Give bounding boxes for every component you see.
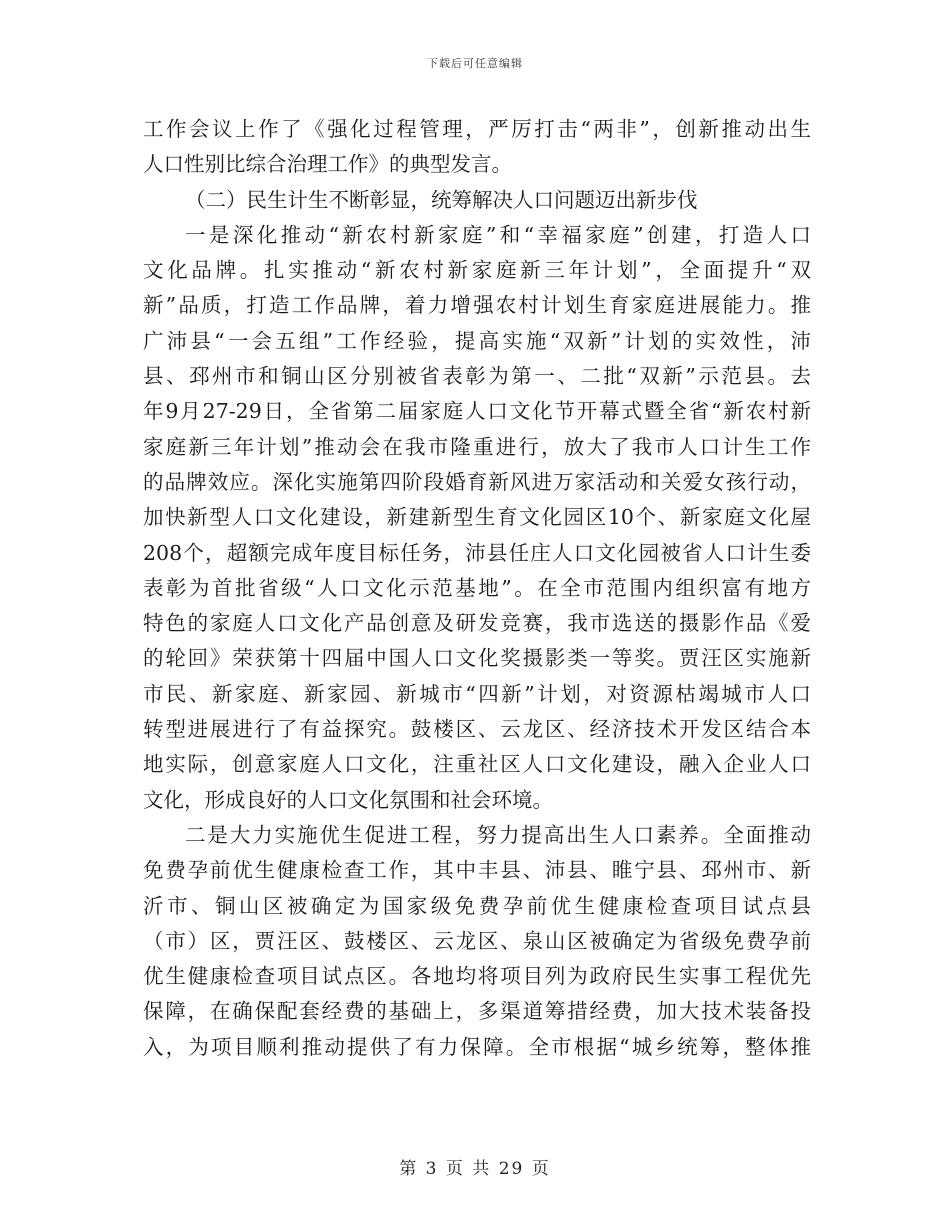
text-line: 入，为项目顺利推动提供了有力保障。全市根据“城乡统筹，整体推 — [143, 1034, 811, 1059]
text-line: 转型进展进行了有益探究。鼓楼区、云龙区、经济技术开发区结合本 — [143, 717, 811, 742]
text-line: 加快新型人口文化建设，新建新型生育文化园区10个、新家庭文化屋 — [143, 505, 811, 530]
text-line: 文化品牌。扎实推动“新农村新家庭新三年计划”，全面提升“双 — [143, 258, 811, 283]
text-line: 广沛县“一会五组”工作经验，提高实施“双新”计划的实效性，沛 — [143, 328, 811, 353]
text-line: 新”品质，打造工作品牌，着力增强农村计划生育家庭进展能力。推 — [143, 293, 811, 318]
text-line: 保障，在确保配套经费的基础上，多渠道筹措经费，加大技术装备投 — [143, 999, 811, 1024]
text-line: （市）区，贾汪区、鼓楼区、云龙区、泉山区被确定为省级免费孕前 — [143, 928, 811, 953]
text-line: 地实际，创意家庭人口文化，注重社区人口文化建设，融入企业人口 — [143, 752, 811, 777]
text-line: 的品牌效应。深化实施第四阶段婚育新风进万家活动和关爱女孩行动， — [143, 469, 811, 494]
page-number: 第 3 页 共 29 页 — [399, 1159, 551, 1179]
text-line: 市民、新家庭、新家园、新城市“四新”计划，对资源枯竭城市人口 — [143, 681, 811, 706]
text-line: 208个，超额完成年度目标任务，沛县任庄人口文化园被省人口计生委 — [143, 540, 811, 565]
text-line: 免费孕前优生健康检查工作，其中丰县、沛县、睢宁县、邳州市、新 — [143, 858, 811, 883]
text-line: 文化，形成良好的人口文化氛围和社会环境。 — [143, 787, 553, 812]
text-line: 表彰为首批省级“人口文化示范基地”。在全市范围内组织富有地方 — [143, 575, 811, 600]
text-line: （二）民生计生不断彰显，统筹解决人口问题迈出新步伐 — [185, 187, 698, 212]
text-line: 沂市、铜山区被确定为国家级免费孕前优生健康检查项目试点县 — [143, 893, 811, 918]
text-line: 特色的家庭人口文化产品创意及研发竞赛，我市选送的摄影作品《爱 — [143, 611, 811, 636]
text-line: 年9月27-29日，全省第二届家庭人口文化节开幕式暨全省“新农村新 — [143, 399, 811, 424]
text-line: 二是大力实施优生促进工程，努力提高出生人口素养。全面推动 — [185, 822, 811, 847]
text-line: 工作会议上作了《强化过程管理，严厉打击“两非”，创新推动出生 — [143, 117, 811, 141]
page-header: 下载后可任意编辑 — [427, 57, 523, 70]
document-body — [143, 112, 811, 1065]
text-line: 县、邳州市和铜山区分别被省表彰为第一、二批“双新”示范县。去 — [143, 364, 811, 389]
text-line: 家庭新三年计划”推动会在我市隆重进行，放大了我市人口计生工作 — [143, 434, 811, 459]
text-line: 的轮回》荣获第十四届中国人口文化奖摄影类一等奖。贾汪区实施新 — [143, 646, 811, 671]
text-line: 人口性别比综合治理工作》的典型发言。 — [143, 152, 512, 177]
text-line: 一是深化推动“新农村新家庭”和“幸福家庭”创建，打造人口 — [185, 222, 811, 247]
text-line: 优生健康检查项目试点区。各地均将项目列为政府民生实事工程优先 — [143, 964, 811, 989]
